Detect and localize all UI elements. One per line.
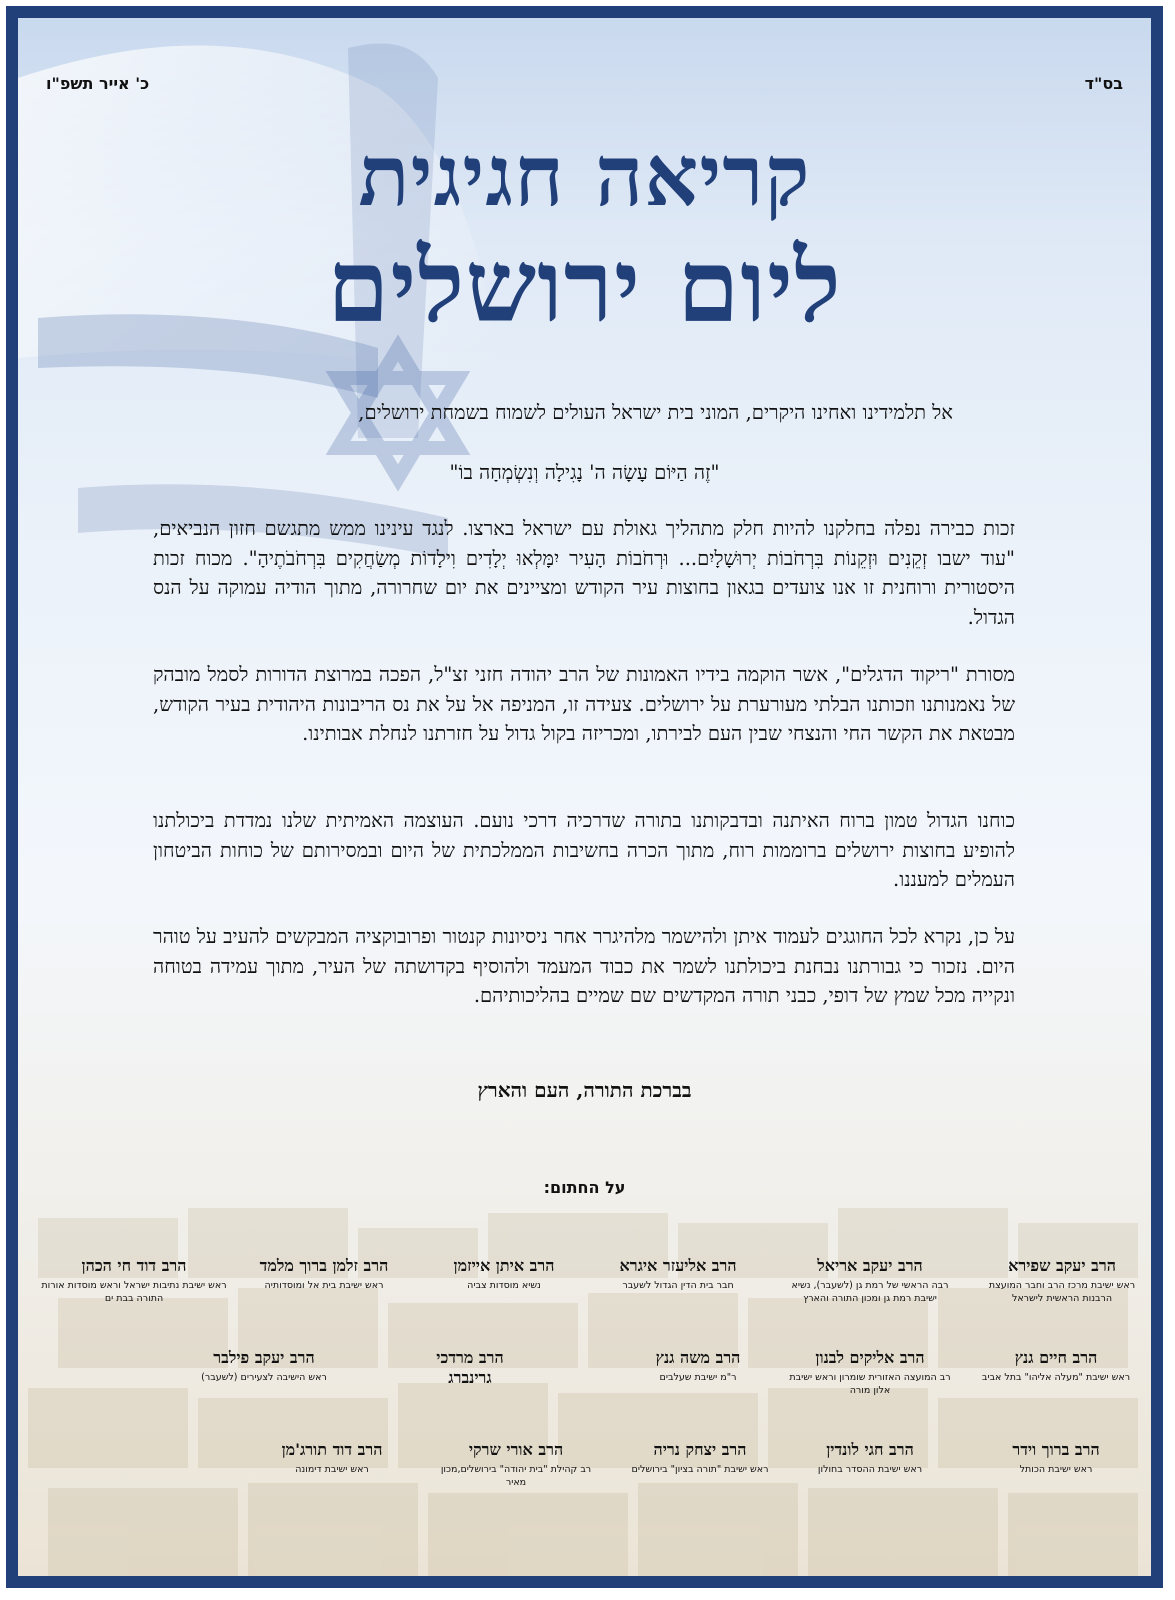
signatory-role: ראש ישיבת דימונה [295, 1464, 369, 1475]
signatory-role: ראש ישיבת מרכז הרב וחבר המועצת הרבנות הראשית לישראל [988, 1280, 1136, 1304]
closing-blessing: בברכת התורה, העם והארץ [477, 1078, 692, 1102]
signatory-role: ראש ישיבת "מעלה אליהו" בתל אביב [981, 1372, 1131, 1383]
bsd-mark: בס"ד [1084, 74, 1123, 93]
signatory-name: הרב מרדכי גרינברג [436, 1348, 504, 1387]
signatory [615, 1440, 785, 1476]
paragraph-2: מסורת "ריקוד הדגלים", אשר הוקמה בידיו האמונות של הרב יהודה חזני זצ"ל, הפכה במרוצת הדורות לסמל מובהק של נאמנותנו וזכותנו הבלתי מעורערת על ירושלים. צעידה זו, המניפה אל על את נס הריבונות היהודית בעיר הקודש, מבטאת את הקשר החי והנצחי שבין העם לבירתו, ומכריזה בקול גדול על חזרתנו לנחלת אבותינו. [153, 663, 1015, 745]
signatory [431, 1440, 601, 1489]
signatory-role: ראש ישיבת נתיבות ישראל וראש מוסדות אורות התורה בבת ים [41, 1280, 227, 1304]
signatory-name: הרב זלמן ברוך מלמד [259, 1256, 389, 1275]
signatory [977, 1256, 1147, 1305]
signatory-role: ראש הישיבה לצעירים (לשעבר) [201, 1372, 327, 1383]
signatory [785, 1256, 955, 1305]
paragraph-3: כוחנו הגדול טמון ברוח האיתנה ובדבקותנו בתורה שדרכיה דרכי נועם. העוצמה האמיתית שלנו נמדדת ביכולתנו להופיע בחוצות ירושלים ברוממות רוח, מתוך הכרה בחשיבות הממלכתית של היום ובמסירותם של כוחות הביטחון העמלים למעננו. [153, 809, 1015, 891]
signatory-name: הרב יעקב אריאל [817, 1256, 923, 1275]
signatory [785, 1348, 955, 1397]
verse-quote: "זֶה הַיּוֹם עָשָׂה ה' נָגִילָה וְנִשְׂמְחָה בוֹ" [449, 461, 720, 484]
signatory-role: רב קהילת "בית יהודה" בירושלים,מכון מאיר [440, 1464, 592, 1488]
signatory-role: ראש ישיבת "תורה בציון" בירושלים [631, 1464, 769, 1475]
signatory-role: רבה הראשי של רמת גן (לשעבר), נשיא ישיבת רמת גן ומכון התורה והארץ [791, 1280, 949, 1304]
signatory-role: רב המועצה האזורית שומרון וראש ישיבת אלון מורה [789, 1372, 951, 1396]
signatory-name: הרב חיים גנץ [1014, 1348, 1098, 1367]
document [18, 18, 1151, 1576]
signatory [419, 1256, 589, 1292]
signatory-name: הרב יצחק נריה [653, 1440, 747, 1459]
signatory-role: חבר בית הדין הגדול לשעבר [622, 1280, 734, 1291]
paragraph-1: זכות כבירה נפלה בחלקנו להיות חלק מתהליך גאולת עם ישראל בארצו. לנגד עינינו ממש מתגשם חזון הנביאים, "עוד ישבו זְקֵנִים וּזְקֵנוֹת בִּרְחֹבוֹת יְרוּשָׁלָיִם... וּרְחֹבוֹת הָעִיר יִמָּלְאוּ יְלָדִים וִילָדוֹת מְשַׂחֲקִים בִּרְחֹבֹתֶיהָ". מכוח זכות היסטורית ורוחנית זו אנו צועדים בגאון בחוצות עיר הקודש ומציינים את יום שחרורה, מתוך הודיה עמוקה על הנס הגדול. [153, 517, 1015, 629]
signatory-name: הרב חגי לונדין [826, 1440, 914, 1459]
signatory [613, 1348, 783, 1384]
page-frame [6, 6, 1163, 1588]
signatory-role: ראש ישיבת הכותל [1019, 1464, 1093, 1475]
signatory-name: הרב יעקב שפירא [1008, 1256, 1116, 1275]
signatory-name: הרב ברוך וידר [1012, 1440, 1100, 1459]
signatory-name: הרב יעקב פילבר [213, 1348, 315, 1367]
signatory-name: הרב אליקים לבנון [815, 1348, 925, 1367]
signatory-role: ראש ישיבת בית אל ומוסדותיה [264, 1280, 384, 1291]
signatory-name: הרב אורי שרקי [468, 1440, 564, 1459]
title-line-2: ליום ירושלים [327, 227, 842, 345]
hebrew-date: כ' אייר תשפ"ו [46, 74, 150, 93]
signatory [179, 1348, 349, 1384]
greeting: אל תלמידינו ואחינו היקרים, המוני בית ישראל העולים לשמוח בשמחת ירושלים, [358, 401, 953, 424]
signatory [247, 1440, 417, 1476]
signatory [39, 1256, 229, 1305]
signatory-name: הרב דוד תורג'מן [281, 1440, 383, 1459]
signatory-name: הרב איתן אייזמן [453, 1256, 555, 1275]
title-line-1: קריאה חגיגית [358, 126, 811, 225]
signatory [239, 1256, 409, 1292]
signatory [785, 1440, 955, 1476]
signatory-role: נשיא מוסדות צביה [467, 1280, 541, 1291]
signatory [415, 1348, 525, 1391]
signatory-name: הרב משה גנץ [655, 1348, 741, 1367]
signatory [971, 1440, 1141, 1476]
signatory-role: ראש ישיבת ההסדר בחולון [817, 1464, 923, 1475]
signatory-name: הרב אליעזר איגרא [619, 1256, 737, 1275]
paragraph-4: על כן, נקרא לכל החוגגים לעמוד איתן ולהישמר מלהיגרר אחר ניסיונות קנטור ופרובוקציה המבקשים להעיב על טוהר היום. נזכור כי גבורתנו נבחנת ביכולתנו לשמר את כבוד המעמד ולהוסיף בקדושתה של העיר, מתוך עמידה בטוחה ונקייה מכל שמץ של דופי, כבני תורה המקדשים שם שמיים בהליכותיהם. [153, 925, 1015, 1007]
signatory-name: הרב דוד חי הכהן [81, 1256, 187, 1275]
signatory-role: ר"מ ישיבת שעלבים [659, 1372, 737, 1383]
signatory [593, 1256, 763, 1292]
signatory [971, 1348, 1141, 1384]
signatories-heading: על החתום: [543, 1178, 626, 1197]
